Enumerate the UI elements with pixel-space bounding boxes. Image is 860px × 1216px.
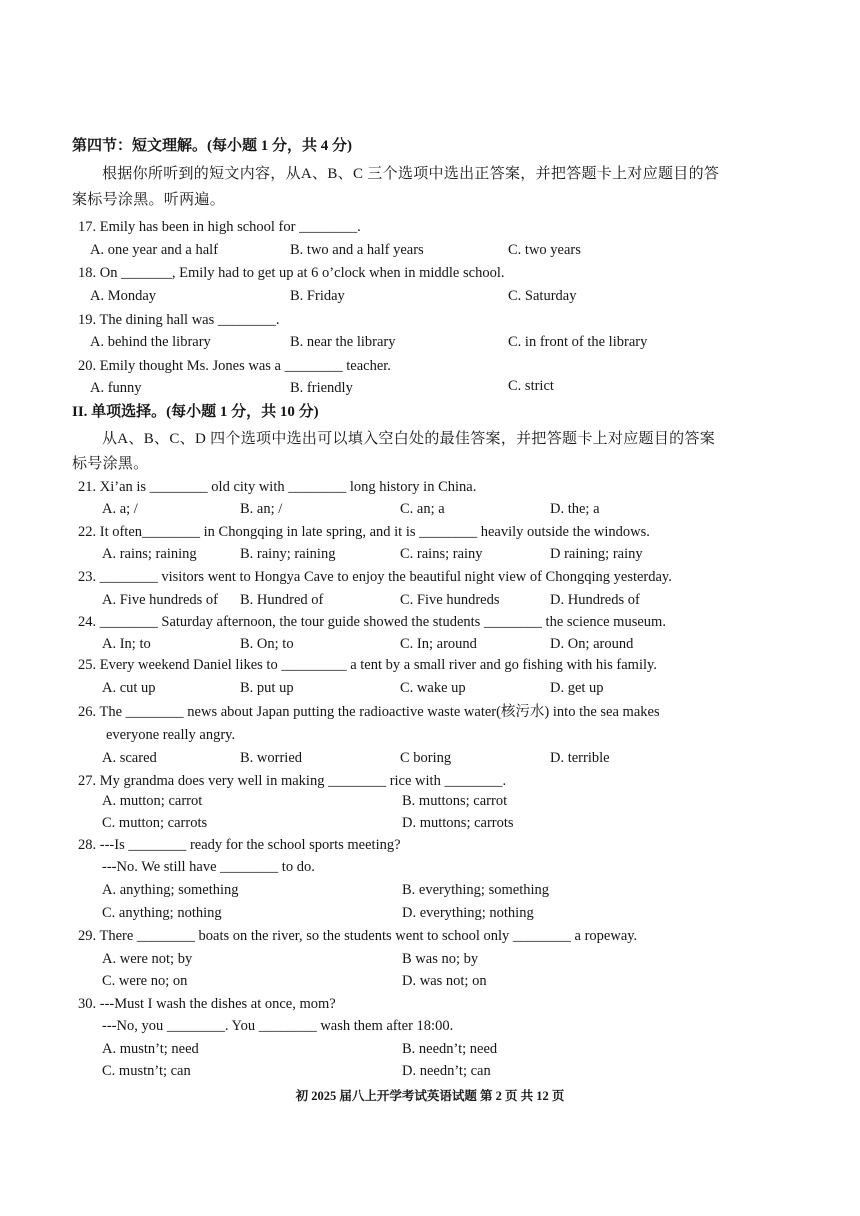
question-25-option-b: B. put up [240, 680, 294, 696]
question-29-option-b: B was no; by [402, 951, 479, 967]
question-17-option-b: B. two and a half years [290, 242, 424, 258]
section4-title: 第四节：短文理解。(每小题 1 分，共 4 分) [72, 138, 352, 154]
question-28-option-a: A. anything; something [102, 882, 239, 898]
question-26-option-d: D. terrible [550, 750, 610, 766]
question-24-option-d: D. On; around [550, 636, 634, 652]
question-24-option-c: C. In; around [400, 636, 477, 652]
question-25-stem: 25. Every weekend Daniel likes to _________ a tent by a small river and go fishing with his family. [78, 657, 657, 673]
question-26-option-a: A. scared [102, 750, 157, 766]
question-28-option-d: D. everything; nothing [402, 905, 534, 921]
section4-instruction-cont: 案标号涂黑。听两遍。 [72, 192, 226, 208]
question-17-option-c: C. two years [508, 242, 581, 258]
question-26-option-b: B. worried [240, 750, 303, 766]
question-19-option-b: B. near the library [290, 334, 396, 350]
page-footer: 初 2025 届八上开学考试英语试题 第 2 页 共 12 页 [295, 1089, 565, 1103]
question-17-stem: 17. Emily has been in high school for ________. [78, 219, 361, 235]
question-19-option-c: C. in front of the library [508, 334, 648, 350]
question-22-option-d: D raining; rainy [550, 546, 643, 562]
question-19-stem: 19. The dining hall was ________. [78, 312, 280, 328]
question-21-option-c: C. an; a [400, 501, 445, 517]
question-27-stem: 27. My grandma does very well in making ________ rice with ________. [78, 773, 507, 789]
question-17-option-a: A. one year and a half [90, 242, 219, 258]
question-20-option-b: B. friendly [290, 380, 353, 396]
question-25-option-d: D. get up [550, 680, 604, 696]
question-28-option-b: B. everything; something [402, 882, 549, 898]
question-22-option-b: B. rainy; raining [240, 546, 336, 562]
question-18-option-b: B. Friday [290, 288, 345, 304]
question-30-stem: 30. ---Must I wash the dishes at once, mom? [78, 996, 336, 1012]
question-22-option-a: A. rains; raining [102, 546, 197, 562]
question-23-option-b: B. Hundred of [240, 592, 324, 608]
question-27-option-a: A. mutton; carrot [102, 793, 203, 809]
question-27-option-b: B. muttons; carrot [402, 793, 508, 809]
question-23-option-a: A. Five hundreds of [102, 592, 218, 608]
question-18-option-a: A. Monday [90, 288, 157, 304]
question-30-option-c: C. mustn’t; can [102, 1063, 191, 1079]
question-22-stem: 22. It often________ in Chongqing in late spring, and it is ________ heavily outside the windows. [78, 524, 650, 540]
question-26-option-c: C boring [400, 750, 452, 766]
question-30-stem-cont: ---No, you ________. You ________ wash them after 18:00. [102, 1018, 454, 1034]
question-21-option-d: D. the; a [550, 501, 600, 517]
question-29-option-c: C. were no; on [102, 973, 188, 989]
question-22-option-c: C. rains; rainy [400, 546, 483, 562]
question-30-option-b: B. needn’t; need [402, 1041, 498, 1057]
question-25-option-c: C. wake up [400, 680, 466, 696]
question-23-option-c: C. Five hundreds [400, 592, 500, 608]
question-24-option-b: B. On; to [240, 636, 294, 652]
question-29-option-d: D. was not; on [402, 973, 487, 989]
question-20-option-a: A. funny [90, 380, 142, 396]
question-28-option-c: C. anything; nothing [102, 905, 222, 921]
section2-title: II. 单项选择。(每小题 1 分，共 10 分) [72, 404, 319, 420]
question-18-option-c: C. Saturday [508, 288, 577, 304]
question-26-stem: 26. The ________ news about Japan putting the radioactive waste water(核污水) into the sea makes [78, 704, 660, 720]
question-19-option-a: A. behind the library [90, 334, 211, 350]
question-21-option-b: B. an; / [240, 501, 283, 517]
question-25-option-a: A. cut up [102, 680, 156, 696]
section2-instruction: 从A、B、C、D 四个选项中选出可以填入空白处的最佳答案，并把答题卡上对应题目的答案 [102, 431, 716, 447]
question-27-option-d: D. muttons; carrots [402, 815, 514, 831]
question-27-option-c: C. mutton; carrots [102, 815, 208, 831]
question-29-option-a: A. were not; by [102, 951, 193, 967]
question-23-stem: 23. ________ visitors went to Hongya Cave to enjoy the beautiful night view of Chongqing yesterday. [78, 569, 672, 585]
question-29-stem: 29. There ________ boats on the river, so the students went to school only ________ a ropeway. [78, 928, 638, 944]
question-20-option-c: C. strict [508, 378, 554, 394]
question-24-option-a: A. In; to [102, 636, 151, 652]
question-21-option-a: A. a; / [102, 501, 138, 517]
question-20-stem: 20. Emily thought Ms. Jones was a ________ teacher. [78, 358, 391, 374]
section2-instruction-cont: 标号涂黑。 [72, 456, 149, 472]
question-24-stem: 24. ________ Saturday afternoon, the tour guide showed the students ________ the science museum. [78, 614, 666, 630]
question-28-stem-cont: ---No. We still have ________ to do. [102, 859, 315, 875]
question-30-option-a: A. mustn’t; need [102, 1041, 199, 1057]
question-18-stem: 18. On _______, Emily had to get up at 6 o’clock when in middle school. [78, 265, 505, 281]
section4-instruction: 根据你所听到的短文内容，从A、B、C 三个选项中选出正答案，并把答题卡上对应题目的答 [102, 166, 720, 182]
question-26-stem-cont: everyone really angry. [106, 727, 236, 743]
question-30-option-d: D. needn’t; can [402, 1063, 491, 1079]
question-23-option-d: D. Hundreds of [550, 592, 640, 608]
question-21-stem: 21. Xi’an is ________ old city with ________ long history in China. [78, 479, 477, 495]
question-28-stem: 28. ---Is ________ ready for the school sports meeting? [78, 837, 401, 853]
